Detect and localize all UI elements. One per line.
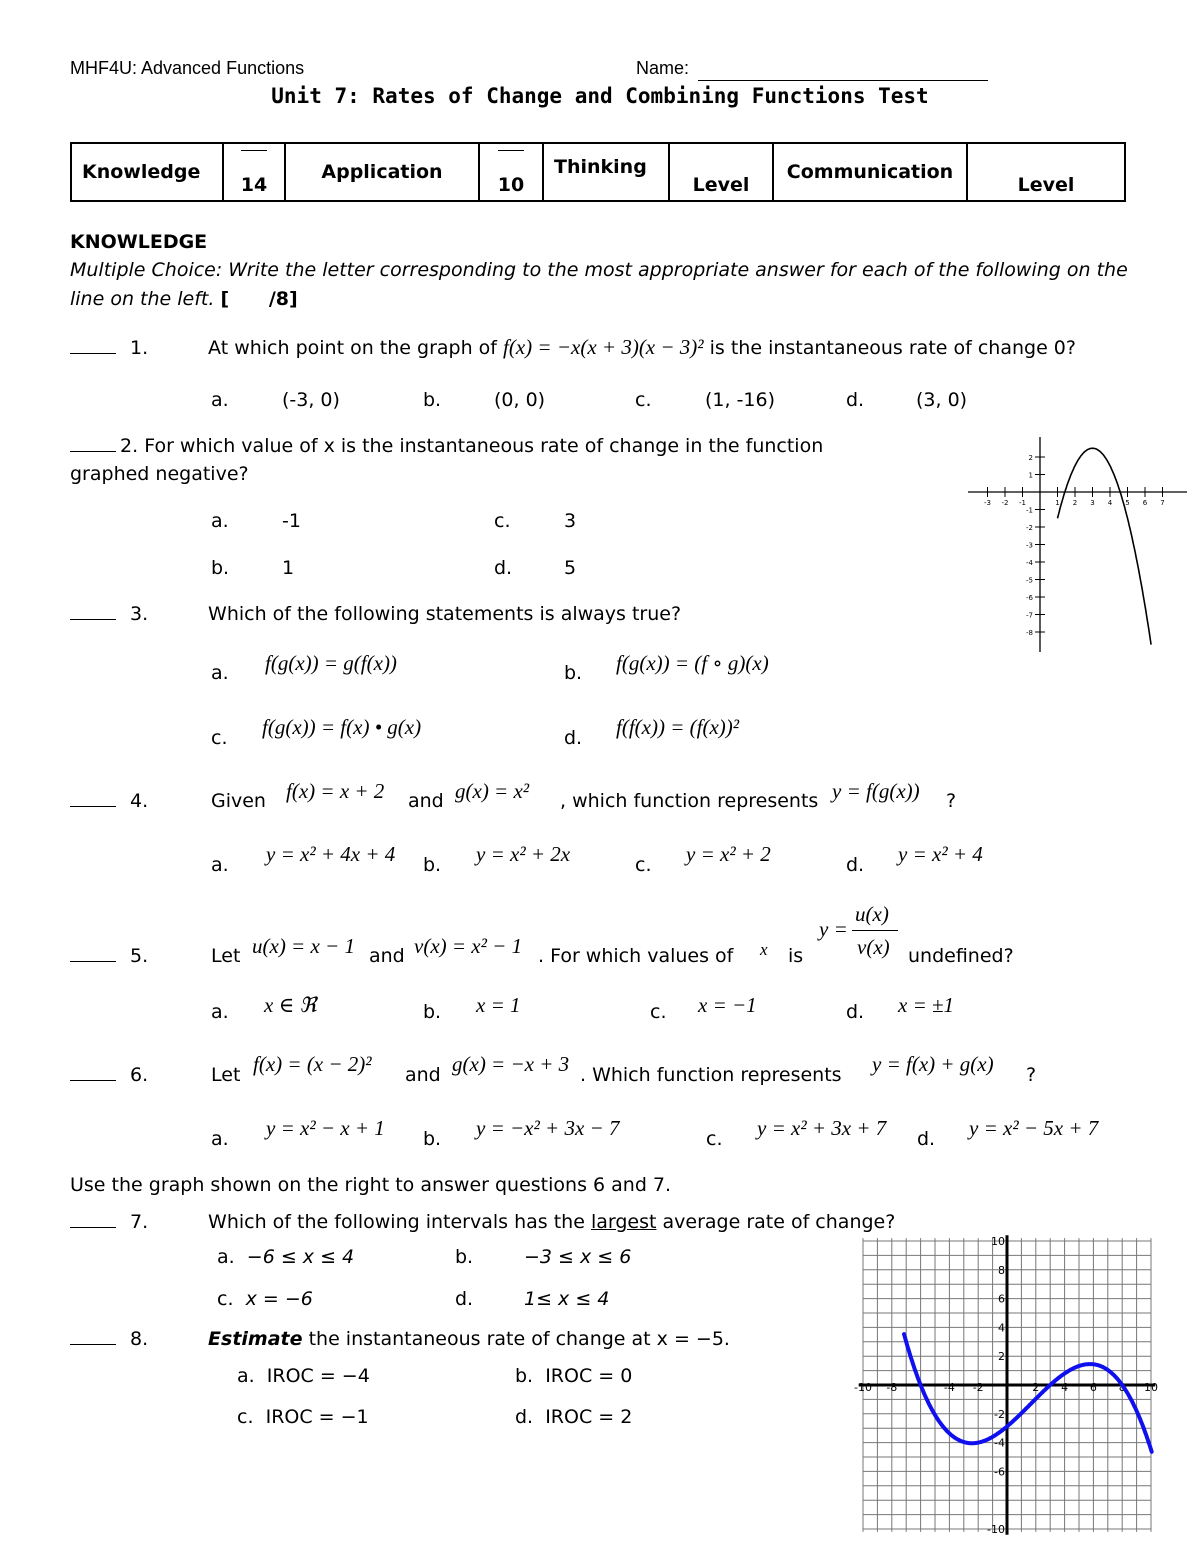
x-tick-label: 7 — [1160, 499, 1165, 507]
q7-text-post: average rate of change? — [662, 1211, 896, 1233]
q3-option-c-value: f(g(x)) = f(x) • g(x) — [262, 715, 422, 739]
question-5 — [70, 945, 202, 967]
y-tick-label: -4 — [1026, 559, 1033, 567]
q6-option-b: b. — [423, 1128, 442, 1150]
q2-option-a: a. — [211, 510, 229, 532]
x-tick-label: -1 — [1019, 499, 1026, 507]
q5-option-b: b. — [423, 1001, 442, 1023]
q2-option-b-value: 1 — [282, 557, 295, 579]
q3-option-b: b. — [564, 662, 583, 684]
x-tick-label: -4 — [943, 1381, 955, 1394]
q4-option-b: b. — [423, 854, 442, 876]
communication-level — [967, 143, 1125, 201]
q5-option-b-value: x = 1 — [476, 993, 521, 1017]
y-tick-label: -4 — [994, 1436, 1005, 1450]
q7-option-a: a. −6 ≤ x ≤ 4 — [217, 1246, 355, 1268]
question-1 — [70, 335, 1076, 360]
x-tick-label: 4 — [1061, 1381, 1069, 1394]
x-tick-label: 6 — [1142, 499, 1148, 507]
section-heading: KNOWLEDGE — [70, 231, 208, 253]
q6-and: and — [405, 1064, 441, 1086]
x-tick-label: 1 — [1055, 499, 1060, 507]
q3-number: 3. — [130, 603, 149, 625]
q6-option-d-value: y = x² − 5x + 7 — [969, 1116, 1099, 1140]
x-tick-label: -2 — [972, 1381, 984, 1394]
q2-option-b: b. — [211, 557, 230, 579]
x-tick-label: -8 — [886, 1381, 898, 1394]
fraction-bar — [852, 930, 898, 931]
y-tick-label: 8 — [998, 1263, 1005, 1277]
q5-undefined: undefined? — [908, 945, 1014, 967]
q4-option-a: a. — [211, 854, 229, 876]
x-tick-label: 4 — [1107, 499, 1113, 507]
question-4 — [70, 790, 202, 812]
q4-g-formula: g(x) = x² — [455, 779, 530, 803]
y-tick-label: -8 — [1026, 629, 1033, 637]
y-tick-label: 6 — [998, 1292, 1005, 1306]
q2-text-line2: graphed negative? — [70, 463, 249, 485]
y-tick-label: -2 — [1026, 524, 1033, 532]
thinking-label: Thinking — [543, 143, 669, 201]
application-total: 10 — [497, 174, 525, 196]
y-tick-label: 2 — [1028, 454, 1033, 462]
q5-option-a: a. — [211, 1001, 229, 1023]
q2-option-d-value: 5 — [564, 557, 577, 579]
q1-option-c: c. — [635, 389, 652, 411]
q8-option-a-value: IROC = −4 — [266, 1365, 370, 1387]
q5-text: . For which values of — [538, 945, 734, 967]
q3-option-d: d. — [564, 727, 583, 749]
q5-and: and — [369, 945, 405, 967]
q4-text: , which function represents — [560, 790, 819, 812]
q8-number: 8. — [130, 1328, 149, 1350]
x-tick-label: -2 — [1001, 499, 1009, 507]
q5-is: is — [788, 945, 804, 967]
y-tick-label: -5 — [1026, 576, 1033, 585]
y-tick-label: 2 — [998, 1350, 1005, 1364]
q4-option-a-value: y = x² + 4x + 4 — [266, 842, 396, 866]
answer-blank-7[interactable] — [70, 1227, 116, 1228]
q3-option-d-value: f(f(x)) = (f(x))² — [616, 715, 740, 739]
q4-given: Given — [211, 790, 266, 812]
q4-number: 4. — [130, 790, 149, 812]
knowledge-label: Knowledge — [71, 143, 223, 201]
q4-and: and — [408, 790, 444, 812]
q6-qmark: ? — [1026, 1064, 1037, 1086]
q7-option-d-value: 1≤ x ≤ 4 — [524, 1288, 610, 1310]
q8-option-d: d. IROC = 2 — [515, 1406, 633, 1428]
answer-blank-5[interactable] — [70, 961, 116, 962]
q4-option-c: c. — [635, 854, 652, 876]
q8-option-d-value: IROC = 2 — [545, 1406, 633, 1428]
parabola-graph — [965, 432, 1190, 657]
answer-blank-3[interactable] — [70, 619, 116, 620]
q5-option-c-value: x = −1 — [698, 993, 757, 1017]
question-8 — [70, 1328, 730, 1350]
q3-option-a: a. — [211, 662, 229, 684]
parabola-curve — [1058, 448, 1152, 644]
q5-x: x — [760, 940, 768, 959]
marks-table — [70, 142, 1126, 202]
q5-numerator: u(x) — [855, 902, 889, 926]
cubic-curve — [904, 1334, 1152, 1452]
x-tick-label: 3 — [1090, 499, 1095, 507]
q6-f-formula: f(x) = (x − 2)² — [253, 1052, 372, 1076]
q4-qmark: ? — [946, 790, 957, 812]
q7-text-underline: largest — [590, 1211, 657, 1233]
q5-option-a-value: x ∈ ℜ — [264, 993, 317, 1017]
q7-option-d: d. — [455, 1288, 474, 1310]
q5-y-eq: y = — [819, 917, 848, 941]
application-score — [479, 143, 543, 201]
question-3 — [70, 603, 681, 625]
q1-number: 1. — [130, 337, 149, 359]
q6-let: Let — [211, 1064, 241, 1086]
page-title: Unit 7: Rates of Change and Combining Functions Test — [271, 84, 929, 108]
q1-text-pre: At which point on the graph of — [208, 337, 497, 359]
q5-option-d-value: x = ±1 — [898, 993, 955, 1017]
q4-target: y = f(g(x)) — [832, 779, 920, 803]
application-label: Application — [285, 143, 479, 201]
communication-level-text: Level — [1017, 174, 1075, 196]
q7-option-c: c. x = −6 — [217, 1288, 313, 1310]
x-tick-label: 8 — [1118, 1381, 1126, 1394]
q3-option-c: c. — [211, 727, 228, 749]
q4-option-d: d. — [846, 854, 865, 876]
answer-blank-2[interactable] — [70, 451, 116, 452]
x-tick-label: -10 — [854, 1381, 872, 1394]
q2-option-c: c. — [494, 510, 511, 532]
answer-blank-6[interactable] — [70, 1080, 116, 1081]
answer-blank-1[interactable] — [70, 353, 116, 354]
q1-option-b: b. — [423, 389, 442, 411]
q4-option-d-value: y = x² + 4 — [898, 842, 983, 866]
q5-u-formula: u(x) = x − 1 — [252, 934, 355, 958]
name-label: Name: — [636, 58, 690, 78]
y-tick-label: -1 — [1026, 506, 1033, 515]
y-tick-label: 1 — [1028, 471, 1033, 480]
y-tick-label: 4 — [998, 1321, 1005, 1335]
q4-option-b-value: y = x² + 2x — [476, 842, 571, 866]
knowledge-score — [223, 143, 285, 201]
q2-text-line1: For which value of x is the instantaneous rate of change in the function — [144, 435, 824, 457]
x-tick-label: 2 — [1032, 1381, 1040, 1394]
question-7 — [70, 1211, 895, 1233]
q8-option-c-value: IROC = −1 — [265, 1406, 369, 1428]
y-tick-label: -3 — [1026, 541, 1033, 550]
q3-text: Which of the following statements is always true? — [208, 603, 682, 625]
q7-number: 7. — [130, 1211, 149, 1233]
q6-option-a-value: y = x² − x + 1 — [266, 1116, 385, 1140]
q2-number: 2. — [120, 435, 139, 457]
q1-option-a: a. — [211, 389, 229, 411]
answer-blank-4[interactable] — [70, 806, 116, 807]
q6-target: y = f(x) + g(x) — [872, 1052, 994, 1076]
q1-option-d: d. — [846, 389, 865, 411]
section-score: [ /8] — [220, 288, 298, 310]
q3-option-b-value: f(g(x)) = (f ∘ g)(x) — [616, 651, 769, 675]
y-tick-label: -6 — [1026, 594, 1033, 602]
y-tick-label: -7 — [1026, 611, 1033, 620]
q8-text: the instantaneous rate of change at x = −5. — [308, 1328, 730, 1350]
thinking-level-text: Level — [692, 174, 750, 196]
q6-g-formula: g(x) = −x + 3 — [452, 1052, 570, 1076]
q1-option-c-value: (1, -16) — [705, 389, 776, 411]
y-tick-label: -10 — [987, 1523, 1005, 1536]
y-tick-label: -6 — [994, 1465, 1005, 1479]
q8-bold: Estimate — [208, 1328, 303, 1350]
q2-option-a-value: -1 — [282, 510, 301, 532]
q6-option-c: c. — [706, 1128, 723, 1150]
question-2 — [70, 435, 823, 457]
instruction-text: Multiple Choice: Write the letter corresponding to the most appropriate answer for each of the following on the line on the left. — [70, 259, 1128, 310]
communication-label: Communication — [773, 143, 967, 201]
q5-denominator: v(x) — [857, 935, 890, 959]
q6-option-b-value: y = −x² + 3x − 7 — [476, 1116, 620, 1140]
name-field[interactable] — [698, 80, 988, 81]
q8-option-c: c. IROC = −1 — [237, 1406, 369, 1428]
q7-option-b: b. — [455, 1246, 474, 1268]
x-tick-label: -3 — [984, 499, 991, 507]
y-tick-label: -2 — [994, 1407, 1005, 1421]
instructions — [70, 256, 1140, 314]
q1-formula: f(x) = −x(x + 3)(x − 3)² — [503, 335, 704, 359]
x-tick-label: 6 — [1089, 1381, 1097, 1394]
q7-option-c-value: x = −6 — [245, 1288, 313, 1310]
thinking-level — [669, 143, 773, 201]
q8-option-a: a. IROC = −4 — [237, 1365, 370, 1387]
q2-option-c-value: 3 — [564, 510, 577, 532]
graph-note: Use the graph shown on the right to answer questions 6 and 7. — [70, 1174, 672, 1196]
q5-option-d: d. — [846, 1001, 865, 1023]
q3-option-a-value: f(g(x)) = g(f(x)) — [265, 651, 397, 675]
q7-option-a-value: −6 ≤ x ≤ 4 — [246, 1246, 355, 1268]
q4-f-formula: f(x) = x + 2 — [286, 779, 385, 803]
q2-option-d: d. — [494, 557, 513, 579]
q8-option-b: b. IROC = 0 — [515, 1365, 633, 1387]
q1-option-b-value: (0, 0) — [494, 389, 546, 411]
x-tick-label: 10 — [1144, 1381, 1158, 1394]
q6-text: . Which function represents — [580, 1064, 842, 1086]
q7-text-pre: Which of the following intervals has the — [208, 1211, 585, 1233]
q6-option-c-value: y = x² + 3x + 7 — [757, 1116, 887, 1140]
x-tick-label: 2 — [1072, 499, 1078, 507]
q4-option-c-value: y = x² + 2 — [686, 842, 771, 866]
q6-option-a: a. — [211, 1128, 229, 1150]
q5-number: 5. — [130, 945, 149, 967]
question-6 — [70, 1064, 202, 1086]
cubic-graph — [850, 1233, 1162, 1563]
q7-option-b-value: −3 ≤ x ≤ 6 — [524, 1246, 632, 1268]
y-tick-label: 10 — [991, 1235, 1005, 1248]
course-title: MHF4U: Advanced Functions — [70, 58, 305, 78]
knowledge-total: 14 — [240, 174, 268, 196]
q1-option-a-value: (-3, 0) — [282, 389, 340, 411]
q6-option-d: d. — [917, 1128, 936, 1150]
answer-blank-8[interactable] — [70, 1344, 116, 1345]
q1-text-post: is the instantaneous rate of change 0? — [709, 337, 1076, 359]
x-tick-label: 5 — [1125, 499, 1130, 507]
q5-v-formula: v(x) = x² − 1 — [414, 934, 523, 958]
q5-let: Let — [211, 945, 241, 967]
q1-option-d-value: (3, 0) — [916, 389, 968, 411]
q8-option-b-value: IROC = 0 — [545, 1365, 633, 1387]
q6-number: 6. — [130, 1064, 149, 1086]
q5-option-c: c. — [650, 1001, 667, 1023]
